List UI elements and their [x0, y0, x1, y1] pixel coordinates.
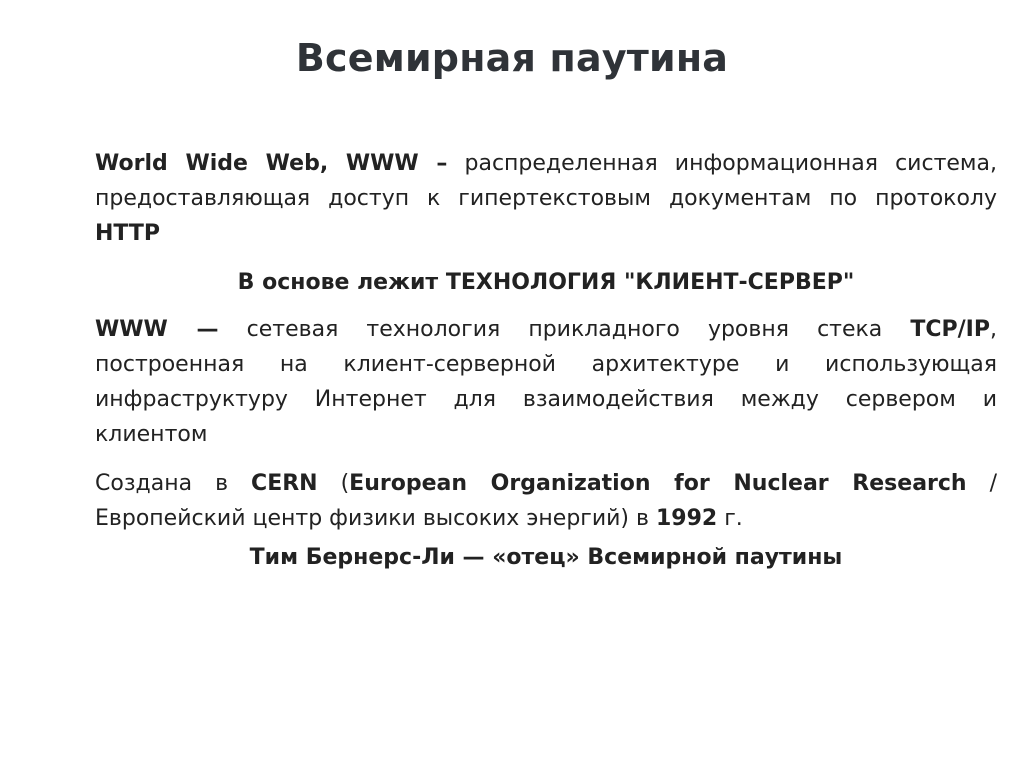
network-term: WWW —	[95, 317, 219, 342]
network-paragraph	[95, 312, 997, 452]
creation-org-full: European Organization for Nuclear Research	[349, 471, 967, 496]
creation-text-a: Создана в	[95, 471, 252, 496]
definition-paragraph	[95, 146, 997, 251]
creation-org: CERN	[251, 471, 318, 496]
definition-protocol: HTTP	[95, 221, 161, 246]
creation-paragraph	[95, 466, 997, 536]
network-text-a: сетевая технология прикладного уровня стека	[218, 317, 911, 342]
slide-title: Всемирная паутина	[295, 36, 729, 80]
network-stack: TCP/IP	[910, 317, 990, 342]
definition-term: World Wide Web, WWW –	[95, 151, 448, 176]
slide-content	[95, 146, 997, 575]
basis-line: В основе лежит ТЕХНОЛОГИЯ "КЛИЕНТ-СЕРВЕР"	[237, 270, 855, 295]
creation-year: 1992	[655, 506, 718, 531]
creation-text-c: / Европейский центр физики высоких энергий) в	[95, 471, 998, 531]
creation-text-b: (	[317, 471, 350, 496]
father-line: Тим Бернерс-Ли — «отец» Всемирной паутины	[249, 545, 843, 570]
definition-text: распределенная информационная система, предоставляющая доступ к гипертекстовым документам по протоколу	[95, 151, 997, 211]
creation-text-d: г.	[717, 506, 743, 531]
network-text-b: , построенная на клиент-серверной архитектуре и использующая инфраструктуру Интернет для взаимодействия между сервером и клиентом	[95, 317, 997, 447]
